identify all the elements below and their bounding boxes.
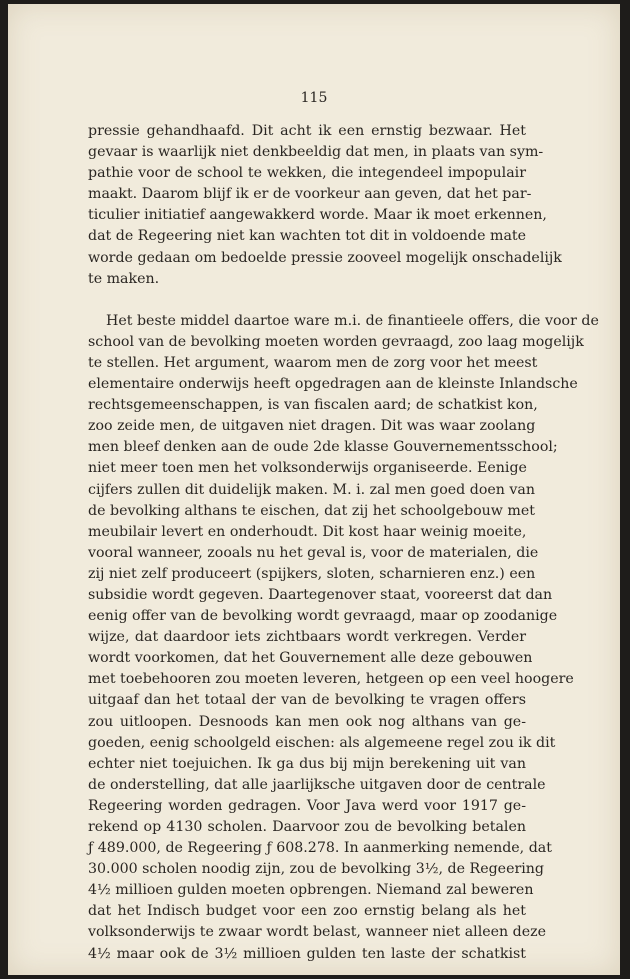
text-line: dat het Indisch budget voor een zoo ernstig belang als het — [88, 903, 526, 920]
paragraph-gap — [88, 290, 526, 311]
text-line: zoo zeide men, de uitgaven niet dragen. Dit was waar zoolang — [88, 418, 536, 435]
text-line: met toebehooren zou moeten leveren, hetgeen op een veel hoogere — [88, 671, 574, 688]
text-line: 4½ millioen gulden moeten opbrengen. Niemand zal beweren — [88, 882, 534, 899]
text-line: zij niet zelf produceert (spijkers, sloten, scharnieren enz.) een — [88, 565, 536, 582]
text-line: uitgaaf dan het totaal der van de bevolking te vragen offers — [88, 692, 526, 709]
text-line: te stellen. Het argument, waarom men de zorg voor het meest — [88, 354, 538, 371]
text-line: echter niet toejuichen. Ik ga dus bij mijn berekening uit van — [88, 755, 526, 772]
text-line: ticulier initiatief aangewakkerd worde. Maar ik moet erkennen, — [88, 207, 547, 224]
text-line: dat de Regeering niet kan wachten tot dit in voldoende mate — [88, 228, 526, 245]
text-line: men bleef denken aan de oude 2de klasse Gouvernementsschool; — [88, 439, 558, 456]
page-number: 115 — [300, 90, 328, 106]
text-line: Regeering worden gedragen. Voor Java werd voor 1917 ge- — [88, 797, 526, 814]
text-line: Het beste middel daartoe ware m.i. de finantieele offers, die voor de — [106, 312, 599, 329]
text-line: goeden, eenig schoolgeld eischen: als algemeene regel zou ik dit — [88, 734, 556, 751]
text-line: de onderstelling, dat alle jaarlijksche uitgaven door de centrale — [88, 776, 546, 793]
text-line: worde gedaan om bedoelde pressie zooveel mogelijk onschadelijk — [88, 249, 562, 266]
text-line: wijze, dat daardoor iets zichtbaars wordt verkregen. Verder — [88, 629, 526, 646]
body-text — [88, 121, 599, 965]
text-line: de bevolking althans te eischen, dat zij het schoolgebouw met — [88, 502, 535, 519]
text-line: maakt. Daarom blijf ik er de voorkeur aan geven, dat het par- — [88, 186, 532, 203]
text-line: wordt voorkomen, dat het Gouvernement alle deze gebouwen — [88, 650, 533, 667]
text-line: eenig offer van de bevolking wordt gevraagd, maar op zoodanige — [88, 608, 558, 625]
text-line: zou uitloopen. Desnoods kan men ook nog althans van ge- — [88, 713, 526, 730]
text-line: volksonderwijs te zwaar wordt belast, wanneer niet alleen deze — [88, 924, 547, 941]
text-line: school van de bevolking moeten worden gevraagd, zoo laag mogelijk — [88, 333, 584, 350]
text-line: cijfers zullen dit duidelijk maken. M. i. zal men goed doen van — [88, 481, 536, 498]
text-line: subsidie wordt gegeven. Daartegenover staat, vooreerst dat dan — [88, 586, 553, 603]
text-line: rekend op 4130 scholen. Daarvoor zou de bevolking betalen — [88, 819, 526, 835]
text-line: elementaire onderwijs heeft opgedragen aan de kleinste Inlandsche — [88, 376, 578, 393]
text-line: rechtsgemeenschappen, is van fiscalen aard; de schatkist kon, — [88, 397, 538, 414]
text-line: 30.000 scholen noodig zijn, zou de bevolking 3½, de Regeering — [88, 861, 545, 878]
text-line: niet meer toen men het volksonderwijs organiseerde. Eenige — [88, 460, 527, 477]
text-line: pathie voor de school te wekken, die integendeel impopulair — [88, 165, 526, 182]
book-page — [8, 4, 620, 975]
text-line: vooral wanneer, zooals nu het geval is, voor de materialen, die — [88, 544, 539, 561]
text-line: gevaar is waarlijk niet denkbeeldig dat men, in plaats van sym- — [88, 144, 544, 161]
text-line: te maken. — [88, 270, 160, 287]
text-line: 4½ maar ook de 3½ millioen gulden ten laste der schatkist — [88, 945, 526, 962]
text-line: pressie gehandhaafd. Dit acht ik een ernstig bezwaar. Het — [88, 123, 526, 139]
text-line: meubilair levert en onderhoudt. Dit kost haar weinig moeite, — [88, 523, 527, 540]
text-line: ƒ 489.000, de Regeering ƒ 608.278. In aanmerking nemende, dat — [88, 840, 552, 857]
